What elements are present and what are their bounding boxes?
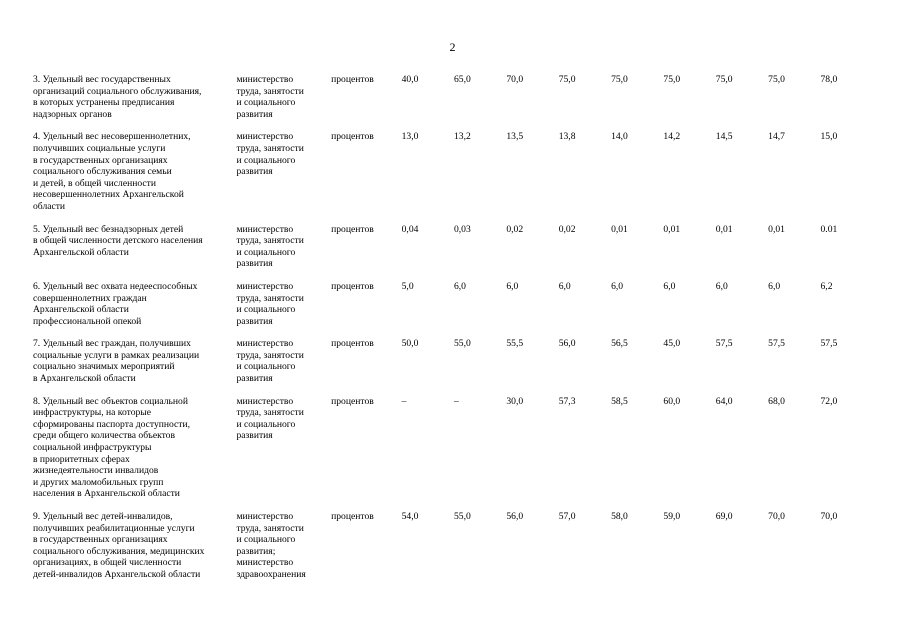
indicator-value: 75,0	[663, 74, 681, 85]
responsible-executor: министерство труда, занятости и социального развития	[236, 74, 304, 120]
indicator-value: 59,0	[663, 511, 681, 522]
unit-of-measure: процентов	[331, 131, 374, 143]
indicator-value: 75,0	[768, 74, 785, 85]
responsible-executor: министерство труда, занятости и социального развития	[236, 131, 304, 178]
indicator-value: 6,0	[663, 280, 676, 292]
indicator-value: 0,04	[401, 223, 419, 235]
indicator-value: 64,0	[715, 395, 733, 407]
indicator-value: 6,0	[453, 280, 466, 292]
indicator-name: 8. Удельный вес объектов социальной инфраструктуры, на которые сформированы паспорта доступности, среди общего количества объектов социальной инфраструктуры в приоритетных сферах жизнедеятельности инвалидов и других маломобильных групп населения в Архангельской области	[33, 395, 191, 500]
indicator-value: 13,8	[558, 131, 576, 143]
indicator-value: 55,0	[453, 338, 471, 350]
indicator-value: –	[453, 395, 459, 407]
indicator-value: 0,02	[558, 223, 576, 235]
unit-of-measure: процентов	[331, 280, 374, 292]
indicator-value: 5,0	[401, 280, 414, 292]
responsible-executor: министерство труда, занятости и социального развития	[236, 395, 304, 442]
indicator-value: 60,0	[663, 395, 681, 407]
indicator-value: 57,0	[558, 511, 576, 522]
indicator-value: 78,0	[820, 74, 838, 85]
indicator-value: 75,0	[715, 74, 733, 85]
unit-of-measure: процентов	[331, 395, 374, 407]
table-row	[33, 511, 873, 581]
indicator-value: 6,0	[611, 280, 624, 292]
indicator-value: 6,0	[715, 280, 728, 292]
indicator-value: 6,0	[768, 280, 781, 292]
unit-of-measure: процентов	[331, 338, 374, 350]
responsible-executor: министерство труда, занятости и социального развития; министерство здравоохранения	[236, 511, 306, 580]
indicator-name: 7. Удельный вес граждан, получивших социальные услуги в рамках реализации социально значимых мероприятий в Архангельской области	[33, 338, 200, 385]
indicator-value: 70,0	[820, 511, 838, 522]
indicator-value: 55,0	[453, 511, 471, 522]
indicator-value: 14,0	[611, 131, 628, 143]
indicator-value: 58,0	[611, 511, 628, 522]
indicator-name: 6. Удельный вес охвата недееспособных совершеннолетних граждан Архангельской области профессиональной опекой	[33, 280, 198, 327]
indicator-value: 65,0	[453, 74, 471, 85]
indicator-value: 15,0	[820, 131, 838, 143]
indicator-value: 57,5	[768, 338, 785, 350]
responsible-executor: министерство труда, занятости и социального развития	[236, 338, 304, 385]
indicator-value: 57,5	[715, 338, 733, 350]
indicator-value: 0,01	[768, 223, 785, 235]
unit-of-measure: процентов	[331, 74, 374, 85]
indicator-value: 13,2	[453, 131, 471, 143]
indicator-value: 13,0	[401, 131, 419, 143]
indicator-value: 56,0	[506, 511, 524, 522]
indicator-value: 6,2	[820, 280, 833, 292]
indicator-value: 45,0	[663, 338, 681, 350]
indicator-value: 14,2	[663, 131, 681, 143]
table-row	[33, 131, 873, 223]
indicator-value: 14,5	[715, 131, 733, 143]
indicator-value: 0,01	[663, 223, 681, 235]
responsible-executor: министерство труда, занятости и социального развития	[236, 223, 304, 270]
indicator-value: 0.01	[820, 223, 838, 235]
indicators-table-body	[33, 74, 873, 581]
table-row	[33, 74, 873, 131]
indicator-value: 57,5	[820, 338, 838, 350]
table-row	[33, 338, 873, 395]
unit-of-measure: процентов	[331, 223, 374, 235]
indicator-value: 55,5	[506, 338, 524, 350]
responsible-executor: министерство труда, занятости и социального развития	[236, 280, 304, 327]
indicator-value: 13,5	[506, 131, 524, 143]
indicator-value: 72,0	[820, 395, 838, 407]
indicator-name: 3. Удельный вес государственных организаций социального обслуживания, в которых устранены предписания надзорных органов	[33, 74, 202, 120]
indicator-value: 75,0	[611, 74, 628, 85]
indicator-value: 14,7	[768, 131, 785, 143]
indicator-value: 0,02	[506, 223, 524, 235]
indicator-value: 6,0	[506, 280, 519, 292]
indicator-value: 57,3	[558, 395, 576, 407]
indicator-name: 4. Удельный вес несовершеннолетних, получивших социальные услуги в государственных организациях социального обслуживания семьи и детей, в общей численности несовершеннолетних Архангельской области	[33, 131, 191, 212]
indicator-value: 69,0	[715, 511, 733, 522]
indicator-value: –	[401, 395, 407, 407]
indicator-value: 6,0	[558, 280, 571, 292]
indicator-name: 9. Удельный вес детей-инвалидов, получивших реабилитационные услуги в государственных организациях социального обслуживания, медицинских организациях, в общей численности детей-инвалидов Архангельской области	[33, 511, 205, 580]
indicator-name: 5. Удельный вес безнадзорных детей в общей численности детского населения Архангельской области	[33, 223, 203, 258]
table-row	[33, 281, 873, 338]
indicator-value: 54,0	[401, 511, 419, 522]
table-row	[33, 396, 873, 511]
indicator-value: 0,01	[611, 223, 628, 235]
indicator-value: 30,0	[506, 395, 524, 407]
indicators-table	[33, 74, 873, 581]
page-number: 2	[449, 40, 456, 54]
indicator-value: 50,0	[401, 338, 419, 350]
indicator-value: 0,03	[453, 223, 471, 235]
table-row	[33, 224, 873, 281]
indicator-value: 70,0	[768, 511, 785, 522]
indicator-value: 40,0	[401, 74, 419, 85]
indicator-value: 75,0	[558, 74, 576, 85]
indicator-value: 56,5	[611, 338, 628, 350]
indicator-value: 68,0	[768, 395, 785, 407]
unit-of-measure: процентов	[331, 511, 374, 522]
indicator-value: 56,0	[558, 338, 576, 350]
indicator-value: 58,5	[611, 395, 628, 407]
indicator-value: 0,01	[715, 223, 733, 235]
indicator-value: 70,0	[506, 74, 524, 85]
